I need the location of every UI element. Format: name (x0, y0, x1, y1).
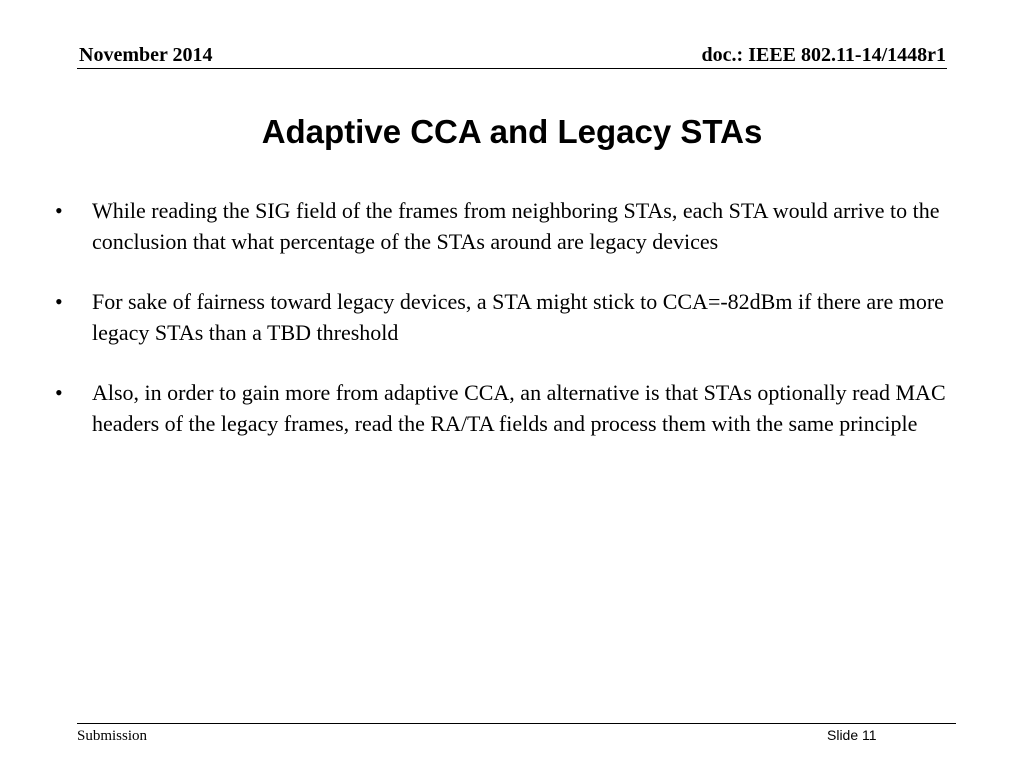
bullet-text: While reading the SIG field of the frames from neighboring STAs, each STA would arrive to the conclusion that what percentage of the STAs around are legacy devices (92, 198, 940, 254)
bullet-item (55, 196, 955, 257)
header-doc-id: doc.: IEEE 802.11-14/1448r1 (701, 44, 946, 66)
bullet-list (55, 196, 955, 453)
bullet-text: Also, in order to gain more from adaptive CCA, an alternative is that STAs optionally read MAC headers of the legacy frames, read the RA/TA fields and process them with the same principle (92, 380, 946, 436)
footer-submission: Submission (77, 728, 148, 744)
bullet-icon: • (55, 198, 63, 223)
bullet-icon: • (55, 380, 63, 405)
header-divider (77, 68, 947, 69)
bullet-text: For sake of fairness toward legacy devices, a STA might stick to CCA=-82dBm if there are more legacy STAs than a TBD threshold (92, 289, 944, 345)
slide-title: Adaptive CCA and Legacy STAs (261, 113, 763, 150)
bullet-icon: • (55, 289, 63, 314)
slide-number: Slide 11 (827, 727, 877, 743)
footer-divider (77, 723, 956, 724)
header-date: November 2014 (79, 44, 213, 66)
bullet-item (55, 378, 955, 439)
bullet-item (55, 287, 955, 348)
